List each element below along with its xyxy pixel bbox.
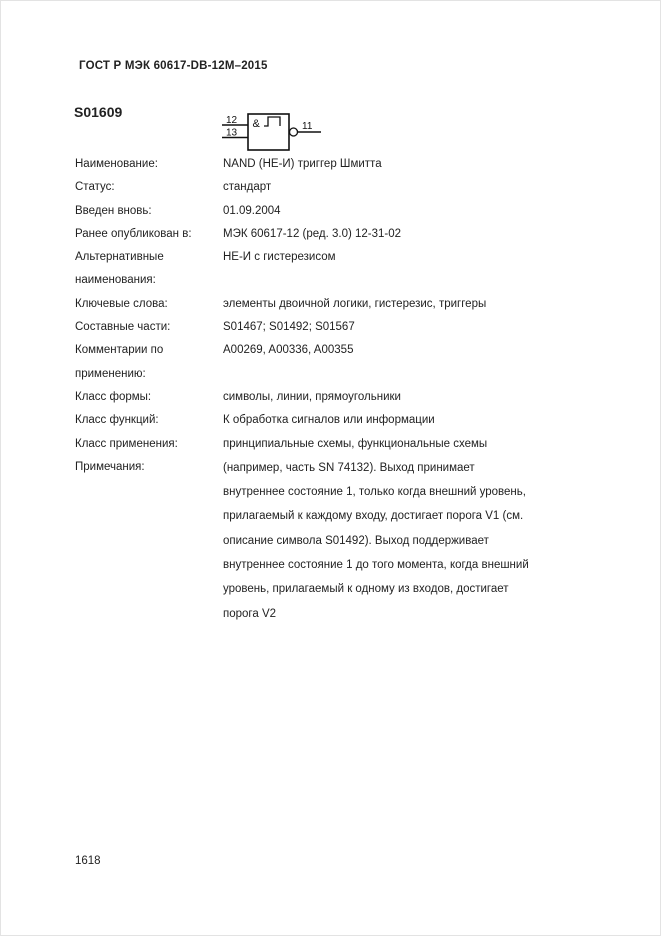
field-label: Введен вновь:	[75, 204, 152, 217]
and-function-label: &	[252, 118, 260, 130]
field-label: Ранее опубликован в:	[75, 227, 192, 240]
input-pin-12-label: 12	[226, 115, 238, 126]
field-row-components	[75, 316, 543, 339]
field-row-notes	[75, 456, 543, 626]
field-value: NAND (НЕ-И) триггер Шмитта	[223, 158, 382, 170]
field-label: Примечания:	[75, 460, 145, 473]
field-value: элементы двоичной логики, гистерезис, триггеры	[223, 297, 487, 310]
field-value: К обработка сигналов или информации	[223, 414, 435, 427]
field-label: Альтернативные наименования:	[75, 251, 164, 287]
page-number: 1618	[75, 855, 101, 867]
field-row-status	[75, 176, 543, 199]
field-value: стандарт	[223, 181, 272, 194]
attribute-table	[75, 153, 543, 626]
field-value: НЕ-И с гистерезисом	[223, 251, 336, 264]
field-value: S01467; S01492; S01567	[223, 321, 355, 334]
symbol-id: S01609	[74, 104, 123, 120]
field-row-shape-class	[75, 386, 543, 409]
inversion-bubble-icon	[290, 128, 298, 136]
field-label: Наименование:	[75, 158, 158, 170]
field-value: принципиальные схемы, функциональные схемы	[223, 437, 488, 450]
nand-schmitt-gate-diagram	[219, 109, 324, 159]
field-label: Класс применения:	[75, 437, 178, 450]
hysteresis-icon	[264, 117, 280, 126]
field-label: Класс функций:	[75, 414, 159, 427]
field-row-alternative-names	[75, 246, 543, 293]
field-row-previously-published	[75, 223, 543, 246]
field-row-reintroduced	[75, 200, 543, 223]
field-row-application-comments	[75, 339, 543, 386]
field-row-name	[75, 153, 543, 176]
field-row-function-class	[75, 409, 543, 432]
output-pin-11-label: 11	[302, 121, 313, 132]
field-value: 01.09.2004	[223, 204, 281, 217]
field-label: Класс формы:	[75, 390, 152, 403]
field-value: A00269, A00336, A00355	[223, 344, 354, 357]
field-label: Комментарии по применению:	[75, 344, 164, 380]
field-value: МЭК 60617-12 (ред. 3.0) 12-31-02	[223, 227, 402, 240]
field-label: Составные части:	[75, 321, 171, 334]
input-pin-13-label: 13	[226, 127, 238, 139]
document-header: ГОСТ Р МЭК 60617-DB-12M–2015	[79, 60, 268, 72]
field-row-keywords	[75, 293, 543, 316]
field-label: Статус:	[75, 181, 115, 194]
field-label: Ключевые слова:	[75, 297, 168, 310]
field-value: (например, часть SN 74132). Выход принимает внутреннее состояние 1, только когда внешний уровень, прилагаемый к каждому входу, достигает порога V1 (см. описание символа S01492). Выход поддерживает внутреннее состояние 1 до того момента, когда внешний уровень, прилагаемый к одному из входов, достигает порога V2	[223, 461, 529, 620]
field-row-application-class	[75, 433, 543, 456]
field-value: символы, линии, прямоугольники	[223, 390, 401, 403]
